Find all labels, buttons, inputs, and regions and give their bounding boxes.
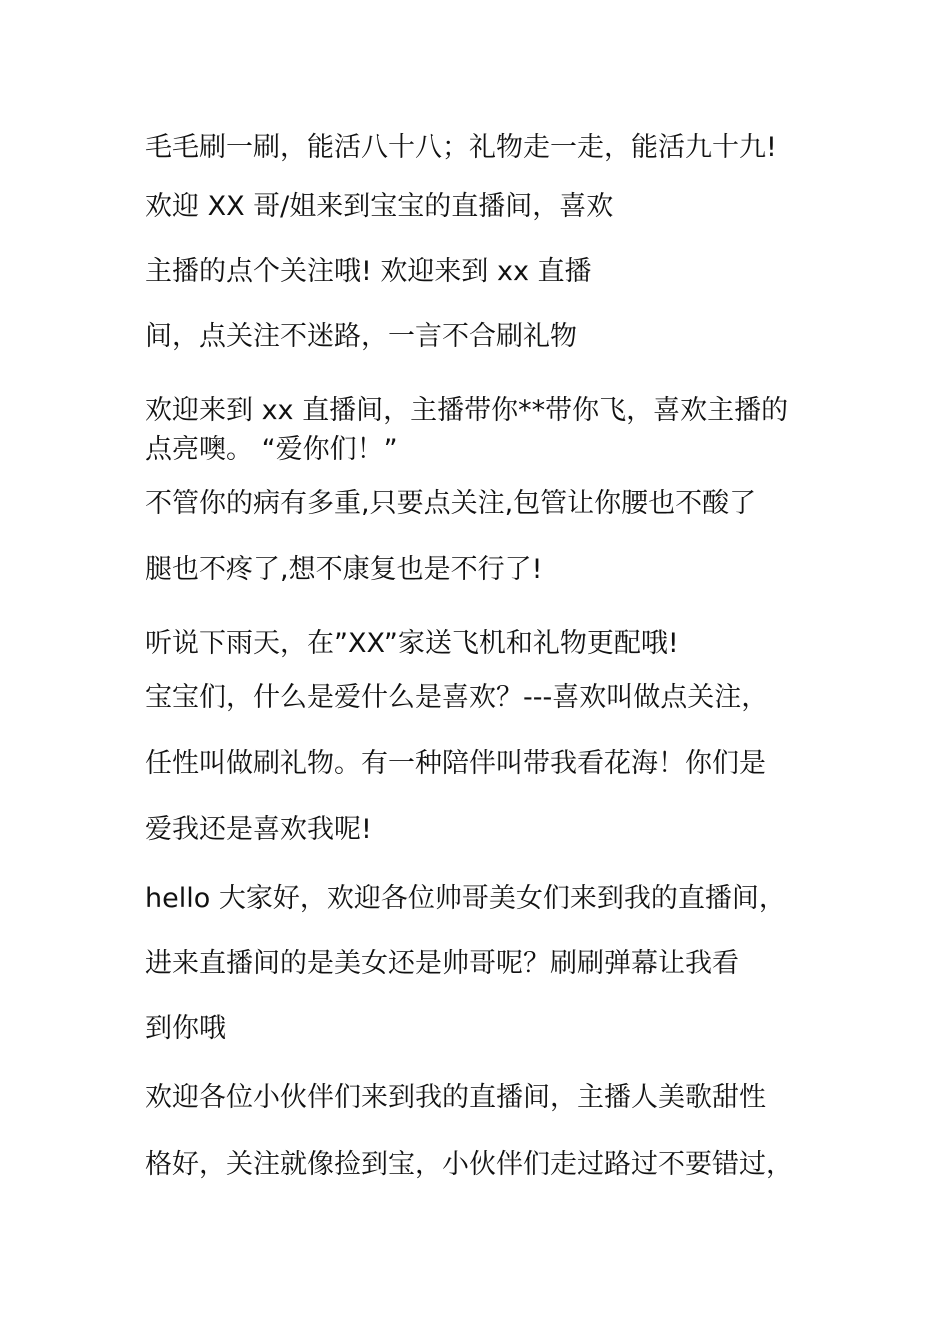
text-line: 听说下雨天，在”XX”家送飞机和礼物更配哦! xyxy=(145,628,679,659)
text-line: 主播的点个关注哦! 欢迎来到 xx 直播 xyxy=(145,256,592,287)
text-line: 欢迎各位小伙伴们来到我的直播间，主播人美歌甜性 xyxy=(145,1082,766,1113)
text-line: 到你哦 xyxy=(145,1013,226,1044)
text-line: 点亮噢。 “爱你们！” xyxy=(145,434,398,465)
text-line: 爱我还是喜欢我呢! xyxy=(145,814,372,845)
text-line: 欢迎 XX 哥/姐来到宝宝的直播间，喜欢 xyxy=(145,191,614,222)
text-line: 毛毛刷一刷，能活八十八；礼物走一走，能活九十九! xyxy=(145,132,777,163)
text-line: 进来直播间的是美女还是帅哥呢？刷刷弹幕让我看 xyxy=(145,948,739,979)
text-line: 任性叫做刷礼物。有一种陪伴叫带我看花海！你们是 xyxy=(145,748,766,779)
text-line: 宝宝们，什么是爱什么是喜欢？---喜欢叫做点关注， xyxy=(145,682,769,713)
text-line: 格好，关注就像捡到宝，小伙伴们走过路过不要错过， xyxy=(145,1149,793,1180)
text-line: 间，点关注不迷路，一言不合刷礼物 xyxy=(145,321,577,352)
text-line: 欢迎来到 xx 直播间，主播带你**带你飞，喜欢主播的 xyxy=(145,395,789,426)
text-line: 不管你的病有多重,只要点关注,包管让你腰也不酸了 xyxy=(145,488,757,519)
text-line: 腿也不疼了,想不康复也是不行了! xyxy=(145,554,543,585)
text-line: hello 大家好，欢迎各位帅哥美女们来到我的直播间， xyxy=(145,883,786,914)
